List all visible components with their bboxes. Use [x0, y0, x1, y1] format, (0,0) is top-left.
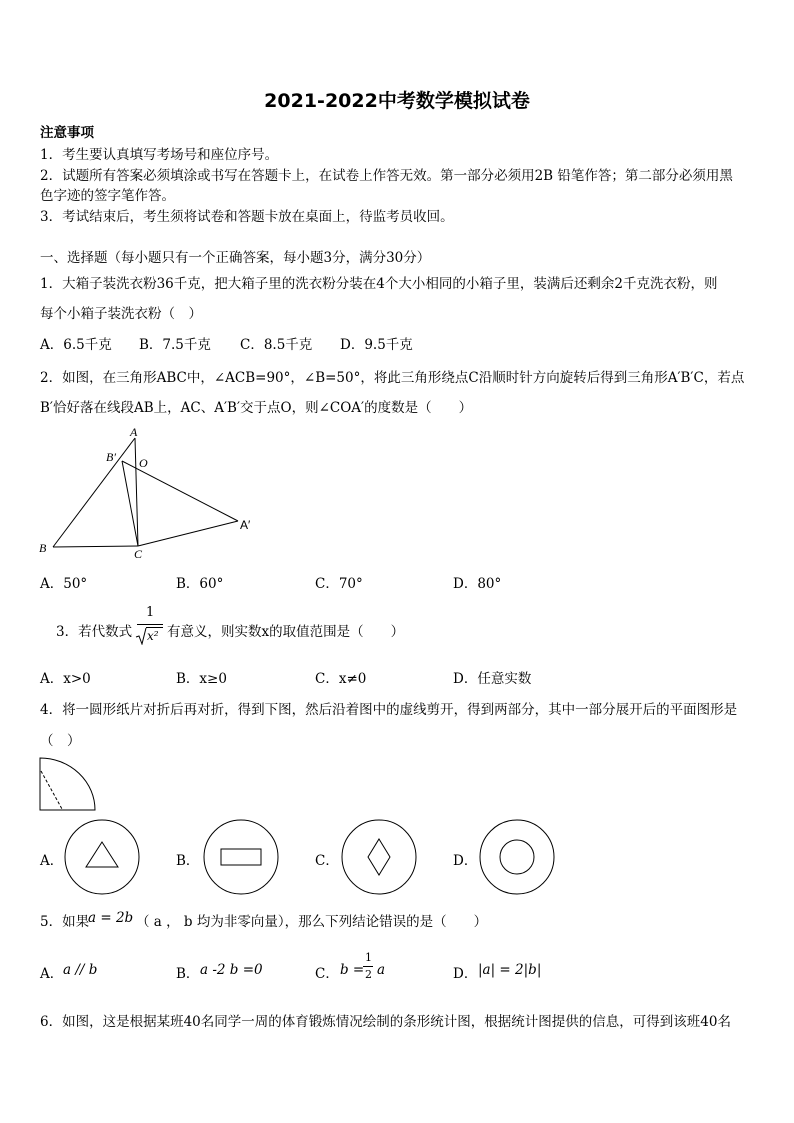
q5-prefix: 5．如果: [40, 914, 90, 930]
q4-option-c-letter: C．: [315, 853, 339, 869]
q4-stem-line2: （ ）: [40, 733, 81, 749]
q4-option-b-letter: B．: [176, 853, 200, 869]
sqrt-vinculum: [146, 627, 163, 628]
q1-stem-line2: 每个小箱子装洗衣粉（ ）: [40, 306, 202, 322]
q2-option-d: D．80°: [453, 576, 502, 592]
label-c: C: [134, 547, 143, 560]
q5-option-d-expr: |a| = 2|b|: [478, 962, 542, 978]
label-b: B: [39, 541, 47, 555]
fraction-bar: [137, 624, 163, 625]
q3-prefix: 3．若代数式: [56, 624, 133, 640]
note-item-2: 2．试题所有答案必须填涂或书写在答题卡上，在试卷上作答无效。第一部分必须用2B 铅笔作答；第二部分必须用黑: [40, 168, 733, 184]
q1-option-b: B．7.5千克: [139, 337, 211, 353]
q2-option-b: B．60°: [176, 576, 224, 592]
q4-option-d-letter: D．: [453, 853, 478, 869]
note-item-3: 3．考试结束后，考生须将试卷和答题卡放在桌面上，待监考员收回。: [40, 209, 454, 225]
label-o: O: [139, 456, 148, 470]
fraction-denominator: 2: [365, 968, 372, 981]
q5-option-c-letter: C．: [315, 966, 339, 982]
notes-heading: 注意事项: [40, 125, 94, 141]
q1-option-d: D．9.5千克: [340, 337, 413, 353]
q6-stem-line1: 6．如图，这是根据某班40名同学一周的体育锻炼情况绘制的条形统计图，根据统计图提供的信息，可得到该班40名: [40, 1014, 731, 1030]
q4-option-a-letter: A．: [40, 853, 64, 869]
sqrt-icon: [135, 627, 147, 645]
note-item-1: 1．考生要认真填写考场号和座位序号。: [40, 147, 279, 163]
q4-option-a-figure: [62, 819, 142, 895]
q2-option-c: C．70°: [315, 576, 363, 592]
note-item-2-cont: 色字迹的签字笔作答。: [40, 188, 175, 204]
label-b-prime: B′: [106, 450, 116, 464]
q3-option-b: B．x≥0: [176, 671, 227, 687]
rectangle-shape: [221, 849, 261, 865]
q5-option-b-expr: a -2 b =0: [200, 962, 263, 978]
diamond-shape: [368, 839, 390, 875]
q2-triangle-figure: [35, 425, 265, 560]
section-heading: 一、选择题（每小题只有一个正确答案，每小题3分，满分30分）: [40, 250, 431, 266]
label-a: A: [130, 425, 138, 439]
segment-bc: [53, 546, 138, 547]
q5-option-a-letter: A．: [40, 966, 64, 982]
q5-option-c-fraction: [362, 951, 374, 987]
q5-option-d-letter: D．: [453, 966, 478, 982]
q1-option-a: A．6.5千克: [40, 337, 112, 353]
q5-option-a-expr: a // b: [63, 962, 98, 978]
q1-stem-line1: 1．大箱子装洗衣粉36千克，把大箱子里的洗衣粉分装在4个大小相同的小箱子里，装满后还剩余2千克洗衣粉，则: [40, 276, 718, 292]
fraction-numerator: 1: [365, 951, 372, 964]
q3-option-c: C．x≠0: [315, 671, 367, 687]
q5-condition: a = 2b: [88, 910, 134, 926]
q3-option-a: A．x>0: [40, 671, 91, 687]
q3-fraction: [135, 605, 165, 647]
q4-option-b-figure: [201, 819, 281, 895]
q4-option-d-figure: [477, 819, 557, 895]
q3-option-d: D．任意实数: [453, 671, 532, 687]
q3-frac-numerator: 1: [146, 605, 155, 620]
q3-frac-denominator: x²: [147, 629, 159, 643]
q2-option-a: A．50°: [40, 576, 88, 592]
q5-paren: （ a ， b 均为非零向量），那么下列结论错误的是（ ）: [136, 914, 488, 930]
label-a-prime: A′: [240, 518, 251, 532]
q5-option-b-letter: B．: [176, 966, 200, 982]
q4-stem-line1: 4．将一圆形纸片对折后再对折，得到下图，然后沿着图中的虚线剪开，得到两部分，其中一部分展开后的平面图形是: [40, 702, 738, 718]
q5-option-c-lhs: b =: [340, 962, 365, 978]
q5-option-c-rhs: a: [377, 962, 386, 978]
segment-b-prime-a-prime: [122, 461, 238, 521]
q2-stem-line2: B′恰好落在线段AB上，AC、A′B′交于点O，则∠COA′的度数是（ ）: [40, 400, 473, 416]
q4-option-c-figure: [339, 819, 419, 895]
folded-paper-figure: [38, 756, 98, 812]
triangle-shape: [86, 842, 118, 867]
q1-option-c: C．8.5千克: [240, 337, 313, 353]
fraction-bar: [363, 966, 373, 967]
page-title: 2021-2022中考数学模拟试卷: [264, 90, 530, 112]
segment-ab: [53, 438, 135, 547]
inner-circle-shape: [500, 840, 534, 874]
q2-stem-line1: 2．如图，在三角形ABC中，∠ACB=90°，∠B=50°，将此三角形绕点C沿顺时针方向旋转后得到三角形A′B′C，若点: [40, 370, 745, 386]
segment-c-a-prime: [138, 521, 238, 546]
q3-suffix: 有意义，则实数x的取值范围是（ ）: [167, 624, 405, 640]
